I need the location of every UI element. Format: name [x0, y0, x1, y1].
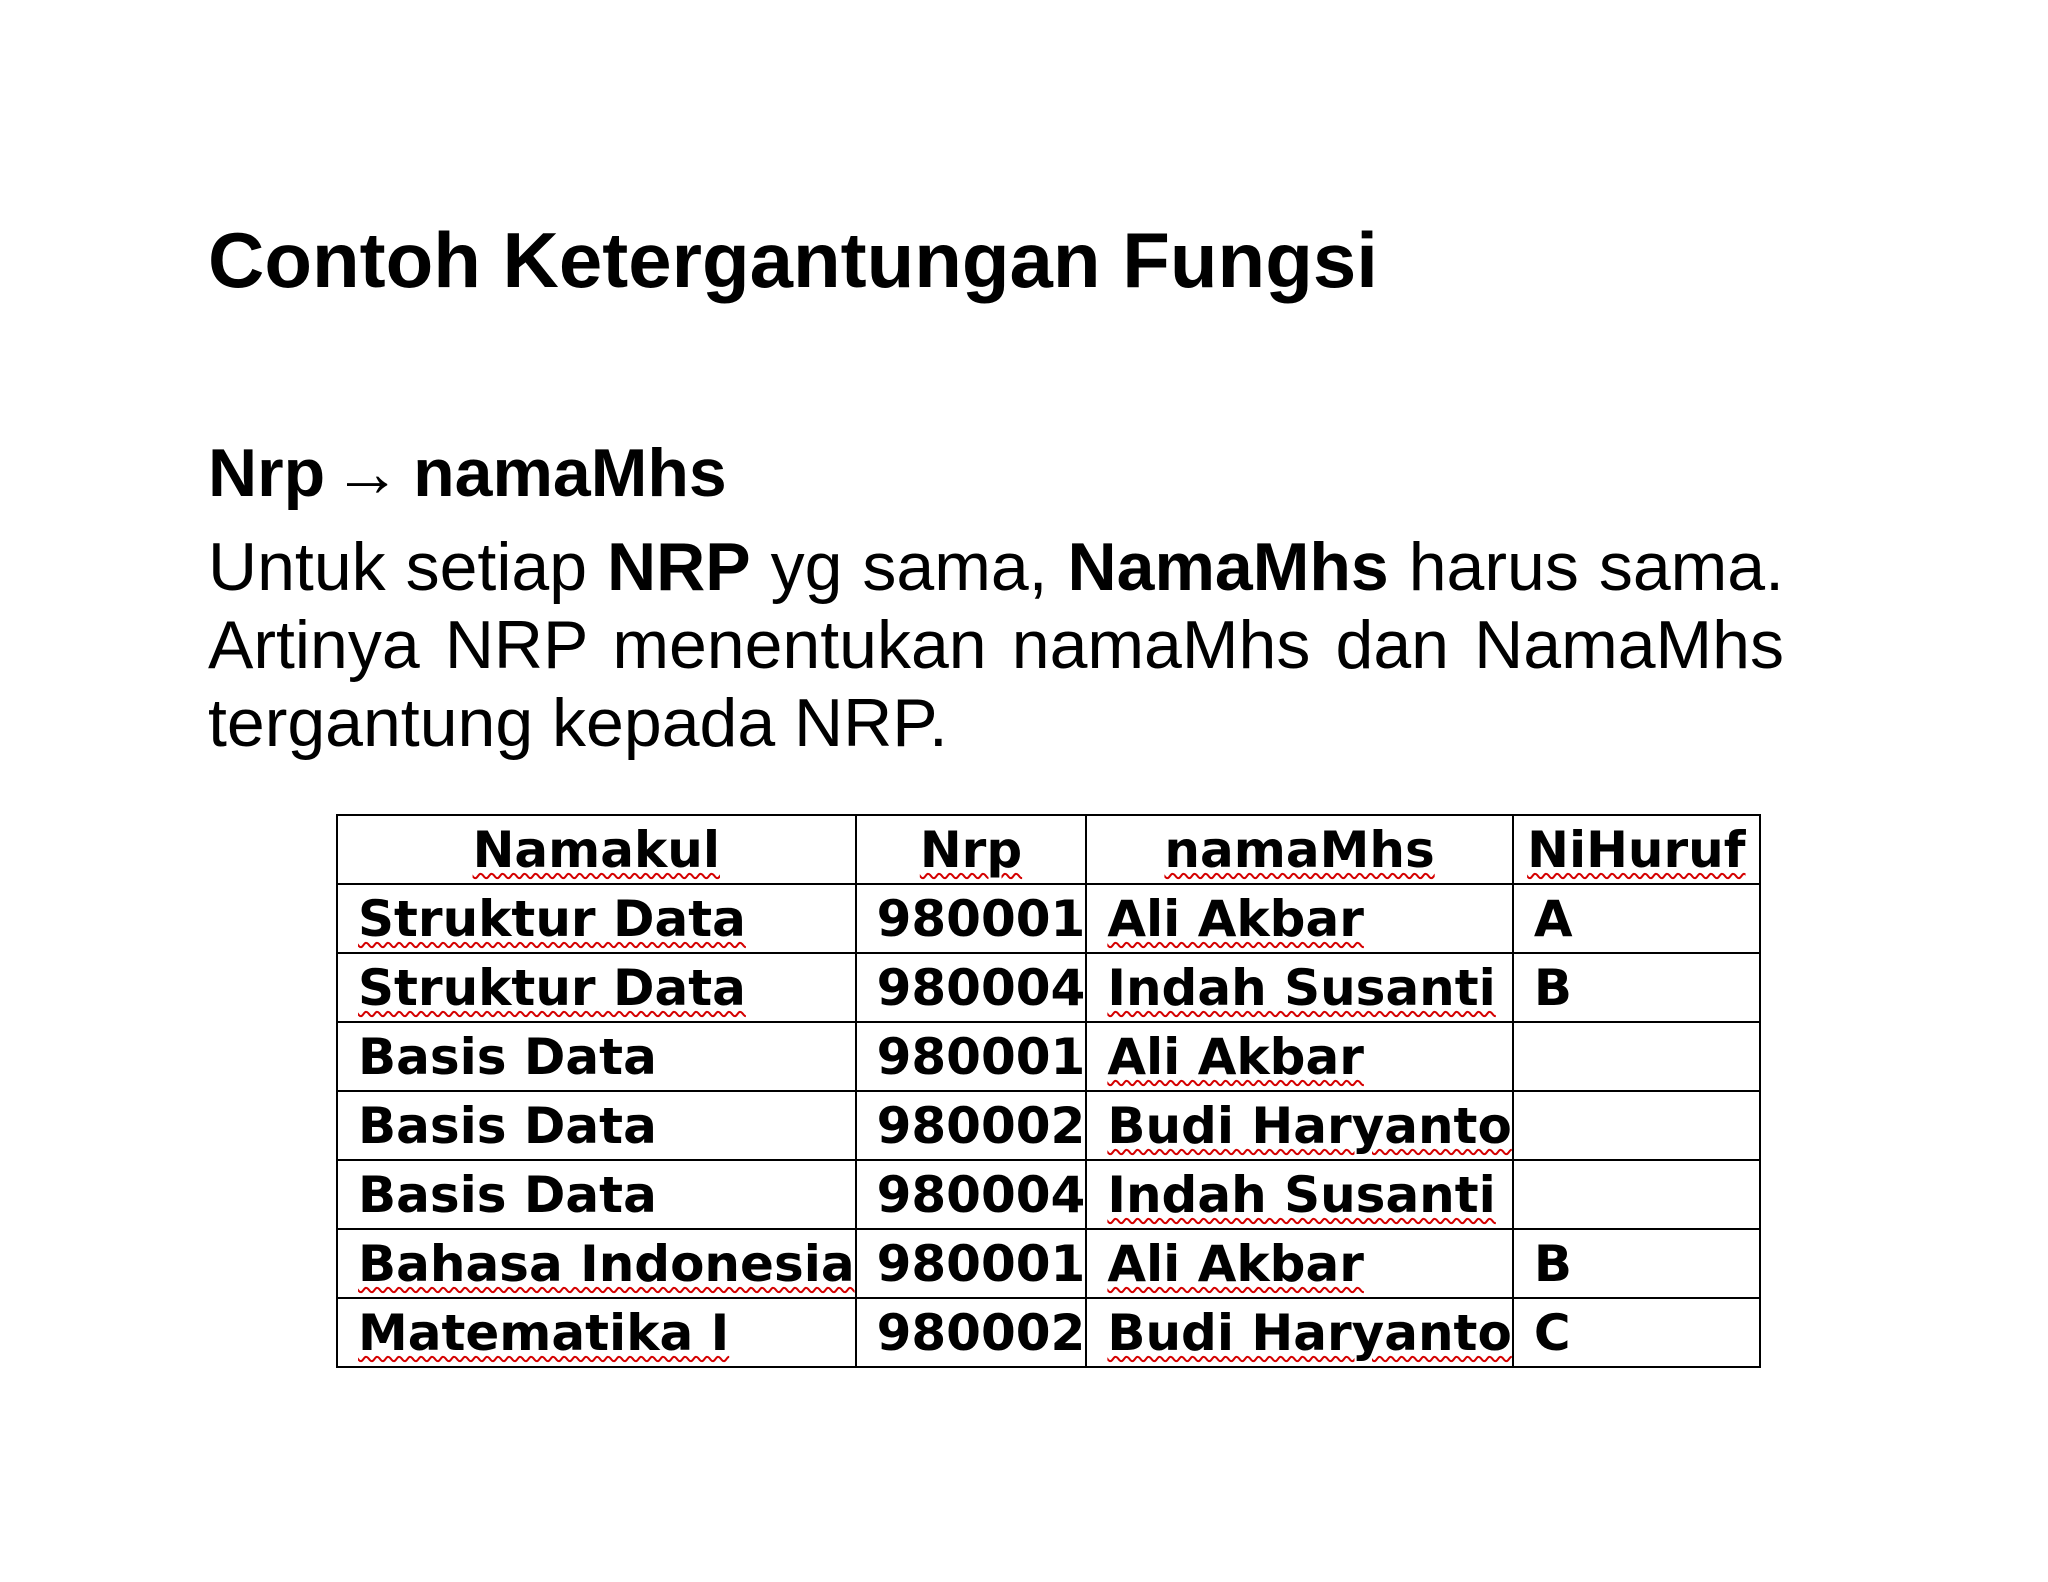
cell-nihuruf: C: [1513, 1298, 1760, 1367]
header-label: Nrp: [919, 820, 1023, 879]
cell-text: Budi Haryanto: [1107, 1303, 1512, 1362]
cell-nihuruf: A: [1513, 884, 1760, 953]
cell-namamhs: [1086, 884, 1512, 953]
table-row: [337, 1160, 1760, 1229]
cell-namamhs: [1086, 1022, 1512, 1091]
cell-text: Ali Akbar: [1107, 1027, 1364, 1086]
cell-text: Ali Akbar: [1107, 889, 1364, 948]
cell-namakul: [337, 1229, 856, 1298]
header-label: Namakul: [472, 820, 720, 879]
paragraph-text: harus sama. Artinya NRP menentukan namaMhs dan NamaMhs tergantung kepada NRP.: [208, 529, 1784, 761]
cell-nihuruf: [1513, 1022, 1760, 1091]
paragraph-bold-namamhs: NamaMhs: [1067, 529, 1389, 605]
header-nihuruf: [1513, 815, 1760, 884]
cell-text: Struktur Data: [358, 958, 746, 1017]
cell-nrp: 980001: [856, 1229, 1087, 1298]
cell-namakul: Basis Data: [337, 1022, 856, 1091]
header-namakul: [337, 815, 856, 884]
cell-nihuruf: [1513, 1160, 1760, 1229]
cell-nrp: 980002: [856, 1298, 1087, 1367]
table-row: [337, 953, 1760, 1022]
paragraph-bold-nrp: NRP: [607, 529, 751, 605]
table-header-row: [337, 815, 1760, 884]
explanation-paragraph: [208, 528, 1784, 762]
functional-dependency-heading: [208, 436, 727, 511]
slide-title: Contoh Ketergantungan Fungsi: [208, 216, 1378, 304]
cell-text: Ali Akbar: [1107, 1234, 1364, 1293]
paragraph-text: yg sama,: [750, 529, 1068, 605]
cell-nrp: 980004: [856, 953, 1087, 1022]
table-row: [337, 1229, 1760, 1298]
cell-text: Matematika I: [358, 1303, 730, 1362]
cell-nrp: 980001: [856, 1022, 1087, 1091]
header-label: namaMhs: [1164, 820, 1435, 879]
cell-nihuruf: B: [1513, 953, 1760, 1022]
cell-text: Indah Susanti: [1107, 1165, 1496, 1224]
cell-namakul: [337, 884, 856, 953]
cell-text: Indah Susanti: [1107, 958, 1496, 1017]
fd-determinant: Nrp: [208, 435, 326, 511]
cell-nihuruf: [1513, 1091, 1760, 1160]
cell-namamhs: [1086, 1229, 1512, 1298]
fd-dependent: namaMhs: [413, 435, 727, 511]
cell-namakul: Basis Data: [337, 1091, 856, 1160]
cell-namamhs: [1086, 1160, 1512, 1229]
cell-nrp: 980002: [856, 1091, 1087, 1160]
paragraph-text: Untuk setiap: [208, 529, 608, 605]
header-namamhs: [1086, 815, 1512, 884]
cell-text: Bahasa Indonesia: [358, 1234, 855, 1293]
cell-namakul: [337, 1298, 856, 1367]
cell-namakul: Basis Data: [337, 1160, 856, 1229]
cell-namamhs: [1086, 1091, 1512, 1160]
table-row: [337, 1022, 1760, 1091]
cell-namamhs: [1086, 953, 1512, 1022]
cell-text: Struktur Data: [358, 889, 746, 948]
cell-nrp: 980001: [856, 884, 1087, 953]
cell-namamhs: [1086, 1298, 1512, 1367]
table-row: [337, 1298, 1760, 1367]
cell-namakul: [337, 953, 856, 1022]
header-nrp: [856, 815, 1087, 884]
cell-text: Budi Haryanto: [1107, 1096, 1512, 1155]
right-arrow-icon: →: [333, 435, 402, 511]
cell-nihuruf: B: [1513, 1229, 1760, 1298]
table-row: [337, 884, 1760, 953]
table-row: [337, 1091, 1760, 1160]
header-label: NiHuruf: [1527, 820, 1746, 879]
cell-nrp: 980004: [856, 1160, 1087, 1229]
student-grades-table: [336, 814, 1761, 1368]
